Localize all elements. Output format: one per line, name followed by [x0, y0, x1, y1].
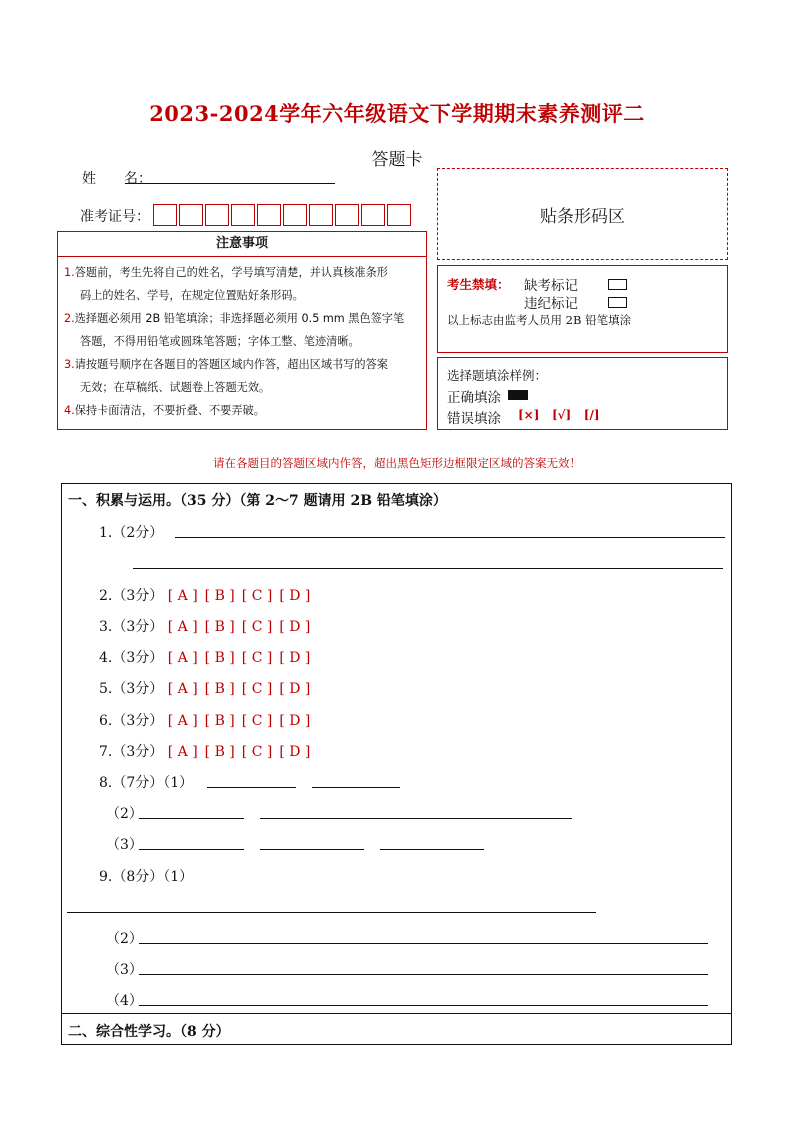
option-c[interactable]: [ C ]	[241, 588, 273, 604]
examno-digit-box[interactable]	[335, 204, 359, 226]
option-d[interactable]: [ D ]	[279, 744, 311, 760]
option-a[interactable]: [ A ]	[167, 681, 198, 697]
q8-1-line[interactable]	[207, 787, 296, 788]
section-divider	[61, 1013, 732, 1014]
sample-box	[437, 357, 728, 430]
examno-digit-box[interactable]	[309, 204, 333, 226]
examno-digit-box[interactable]	[153, 204, 177, 226]
q8-2-line[interactable]	[139, 818, 244, 819]
examno-digit-box[interactable]	[283, 204, 307, 226]
q9-2-label: （2）	[106, 931, 143, 947]
option-d[interactable]: [ D ]	[279, 713, 311, 729]
notice-box	[57, 231, 427, 430]
q8-3-line[interactable]	[380, 849, 484, 850]
q8-3-label: （3）	[106, 837, 143, 853]
mc-q7: 7.（3分） [ A ] [ B ] [ C ] [ D ]	[99, 744, 311, 760]
option-c[interactable]: [ C ]	[241, 619, 273, 635]
mc-q2: 2.（3分） [ A ] [ B ] [ C ] [ D ]	[99, 588, 311, 604]
examno-label: 准考证号：	[80, 209, 150, 225]
option-d[interactable]: [ D ]	[279, 588, 311, 604]
q9-3-line[interactable]	[139, 974, 708, 975]
violation-mark-box[interactable]	[608, 297, 627, 308]
notice-item: 1.答题前，考生先将自己的姓名，学号填写清楚，并认真核准条形	[64, 266, 388, 279]
examno-boxes	[153, 204, 413, 226]
q9-1-line[interactable]	[67, 912, 596, 913]
notice-item: 4.保持卡面清洁，不要折叠、不要弄破。	[64, 404, 265, 417]
sample-title: 选择题填涂样例：	[447, 368, 548, 383]
option-d[interactable]: [ D ]	[279, 619, 311, 635]
wrong-sample: [/]	[583, 408, 600, 422]
option-c[interactable]: [ C ]	[241, 713, 273, 729]
absent-mark-box[interactable]	[608, 279, 627, 290]
q8-2-line[interactable]	[260, 818, 572, 819]
q8-3-line[interactable]	[260, 849, 364, 850]
option-a[interactable]: [ A ]	[167, 744, 198, 760]
q1-label: 1.（2分）	[99, 525, 164, 541]
examno-digit-box[interactable]	[387, 204, 411, 226]
q9-4-line[interactable]	[139, 1005, 708, 1006]
page-title: 2023-2024学年六年级语文下学期期末素养测评二	[149, 101, 645, 126]
absent-label: 缺考标记	[524, 278, 578, 294]
barcode-label: 贴条形码区	[540, 206, 625, 227]
examno-digit-box[interactable]	[361, 204, 385, 226]
option-b[interactable]: [ B ]	[204, 650, 235, 666]
examno-digit-box[interactable]	[179, 204, 203, 226]
option-b[interactable]: [ B ]	[204, 713, 235, 729]
wrong-label: 错误填涂	[447, 411, 501, 427]
section2-title: 二、综合性学习。（8 分）	[68, 1024, 230, 1040]
forbid-box	[437, 265, 728, 353]
barcode-area	[437, 168, 728, 260]
option-b[interactable]: [ B ]	[204, 681, 235, 697]
q8-3-line[interactable]	[139, 849, 244, 850]
q1-answer-line[interactable]	[133, 568, 723, 569]
forbid-note: 以上标志由监考人员用 2B 铅笔填涂	[447, 313, 632, 327]
q8-label: 8.（7分）（1）	[99, 775, 194, 791]
notice-item: 3.请按题号顺序在各题目的答题区域内作答，超出区域书写的答案	[64, 358, 388, 371]
forbid-label: 考生禁填：	[447, 277, 510, 292]
wrong-samples	[518, 408, 600, 422]
subtitle: 答题卡	[371, 150, 423, 170]
mc-q4: 4.（3分） [ A ] [ B ] [ C ] [ D ]	[99, 650, 311, 666]
examno-digit-box[interactable]	[231, 204, 255, 226]
section1-title: 一、积累与运用。（35 分）（第 2～7 题请用 2B 铅笔填涂）	[68, 493, 447, 509]
mc-q5: 5.（3分） [ A ] [ B ] [ C ] [ D ]	[99, 681, 311, 697]
examno-digit-box[interactable]	[257, 204, 281, 226]
q9-2-line[interactable]	[139, 943, 708, 944]
option-c[interactable]: [ C ]	[241, 650, 273, 666]
option-d[interactable]: [ D ]	[279, 650, 311, 666]
wrong-sample: [×]	[518, 408, 540, 422]
notice-item-cont: 无效；在草稿纸、试题卷上答题无效。	[80, 381, 271, 394]
q9-4-label: （4）	[106, 993, 143, 1009]
wrong-sample: [√]	[551, 408, 572, 422]
mc-q3: 3.（3分） [ A ] [ B ] [ C ] [ D ]	[99, 619, 311, 635]
q9-label: 9.（8分）（1）	[99, 869, 194, 885]
notice-item: 2.选择题必须用 2B 铅笔填涂；非选择题必须用 0.5 mm 黑色签字笔	[64, 312, 405, 325]
mc-q6: 6.（3分） [ A ] [ B ] [ C ] [ D ]	[99, 713, 311, 729]
violation-label: 违纪标记	[524, 296, 578, 312]
option-a[interactable]: [ A ]	[167, 713, 198, 729]
q8-2-label: （2）	[106, 806, 143, 822]
correct-label: 正确填涂	[447, 390, 501, 406]
correct-fill-sample	[508, 390, 528, 400]
q8-1-line[interactable]	[312, 787, 400, 788]
q9-3-label: （3）	[106, 962, 143, 978]
option-b[interactable]: [ B ]	[204, 619, 235, 635]
option-b[interactable]: [ B ]	[204, 744, 235, 760]
notice-item-cont: 码上的姓名、学号，在规定位置贴好条形码。	[80, 289, 304, 302]
option-a[interactable]: [ A ]	[167, 619, 198, 635]
option-a[interactable]: [ A ]	[167, 650, 198, 666]
notice-title: 注意事项	[58, 232, 426, 257]
name-label: 姓 名：	[82, 171, 152, 187]
option-a[interactable]: [ A ]	[167, 588, 198, 604]
warning-text: 请在各题目的答题区域内作答，超出黑色矩形边框限定区域的答案无效！	[213, 456, 581, 470]
q1-answer-line[interactable]	[175, 537, 725, 538]
name-field[interactable]	[125, 183, 335, 184]
notice-item-cont: 答题，不得用铅笔或圆珠笔答题；字体工整、笔迹清晰。	[80, 335, 360, 348]
option-c[interactable]: [ C ]	[241, 744, 273, 760]
option-b[interactable]: [ B ]	[204, 588, 235, 604]
option-d[interactable]: [ D ]	[279, 681, 311, 697]
option-c[interactable]: [ C ]	[241, 681, 273, 697]
examno-digit-box[interactable]	[205, 204, 229, 226]
